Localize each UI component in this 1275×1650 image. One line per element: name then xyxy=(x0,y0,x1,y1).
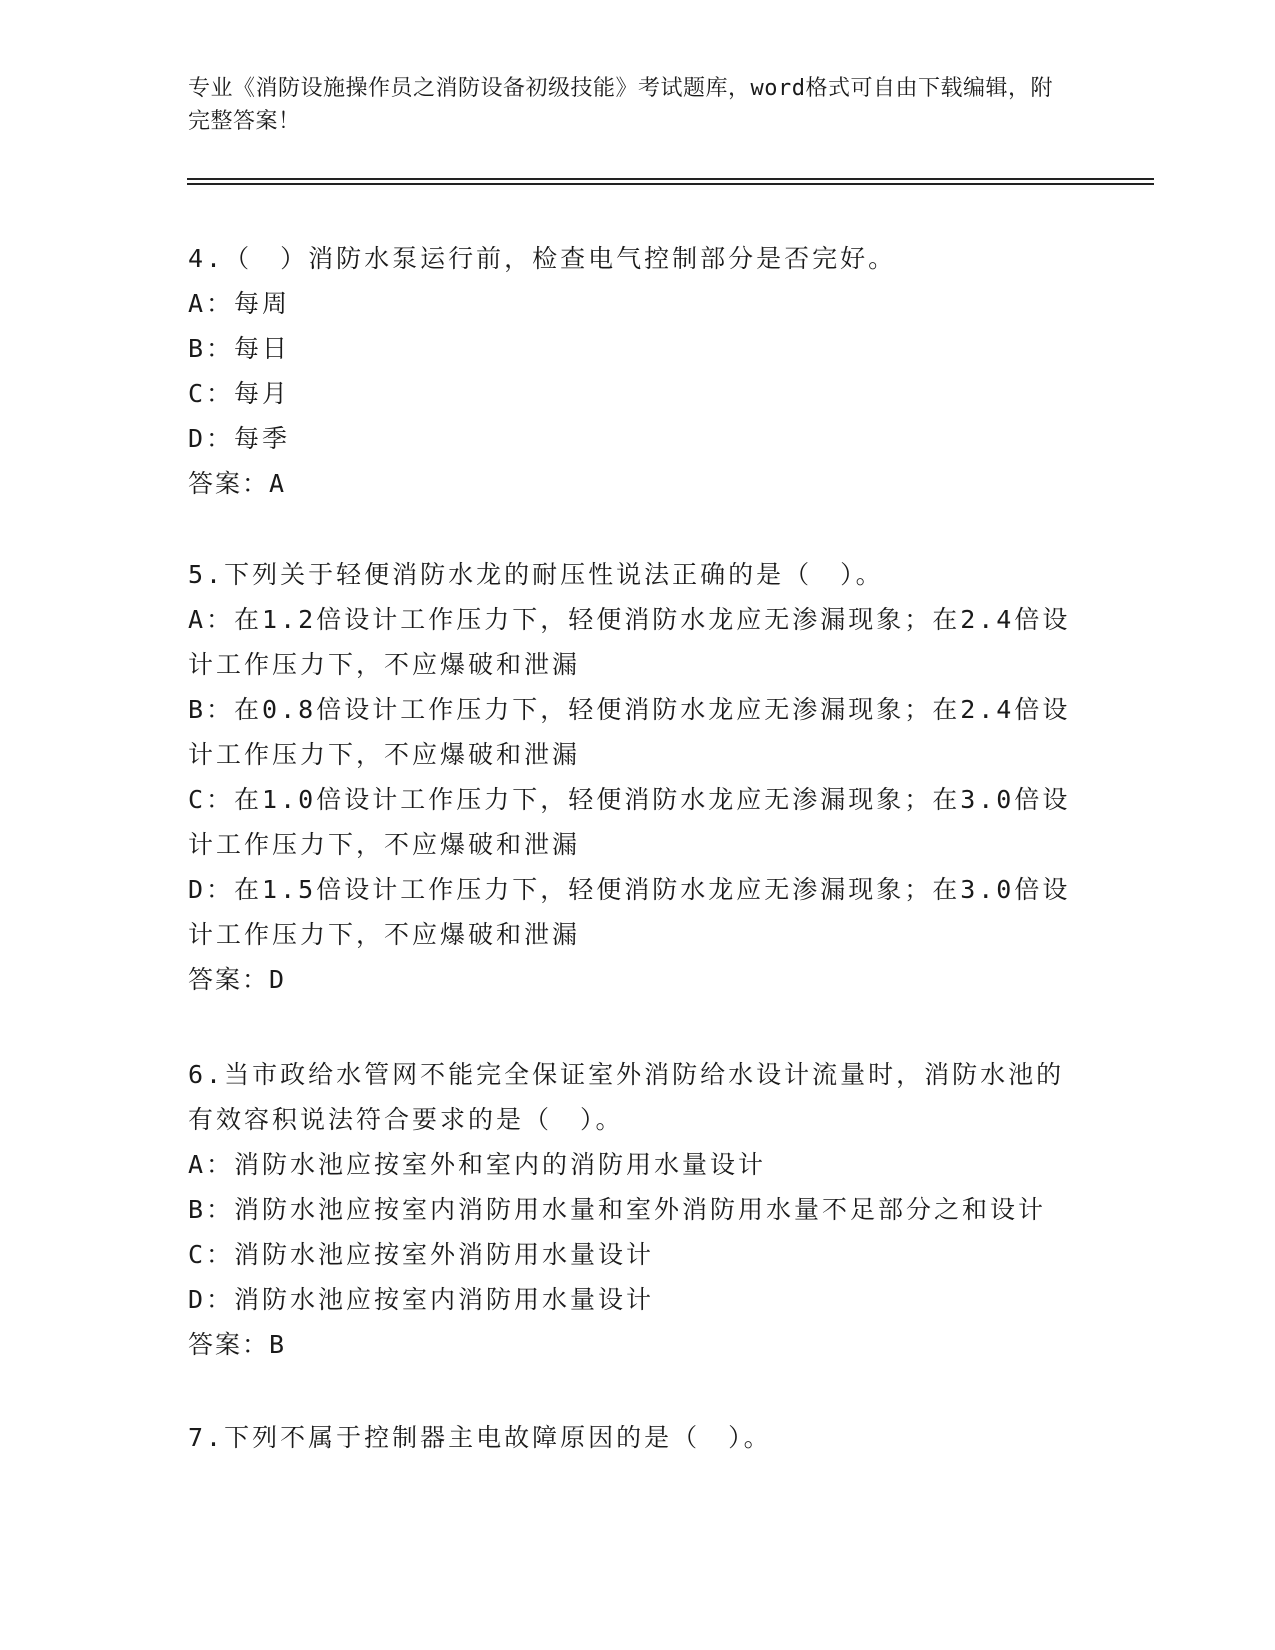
question-stem: 4.（ ）消防水泵运行前，检查电气控制部分是否完好。 xyxy=(188,244,897,273)
question-stem: 7.下列不属于控制器主电故障原因的是（ ）。 xyxy=(188,1423,772,1452)
question-stem: 5.下列关于轻便消防水龙的耐压性说法正确的是（ ）。 xyxy=(188,560,884,589)
answer-label: 答案： xyxy=(188,965,270,994)
document-header: 专业《消防设施操作员之消防设备初级技能》考试题库，word格式可自由下载编辑，附完整答案！ xyxy=(188,76,1053,134)
answer-line xyxy=(188,461,1078,506)
question-5 xyxy=(188,552,1078,1002)
answer-value: A xyxy=(269,469,286,498)
option-b: B：消防水池应按室内消防用水量和室外消防用水量不足部分之和设计 xyxy=(188,1195,1047,1224)
option-c: C：每月 xyxy=(188,379,291,408)
answer-line xyxy=(188,957,1078,1002)
header-divider-bottom xyxy=(187,183,1154,185)
option-d: D：每季 xyxy=(188,424,291,453)
option-d: D：消防水池应按室内消防用水量设计 xyxy=(188,1285,655,1314)
option-b: B：每日 xyxy=(188,334,291,363)
option-a: A：消防水池应按室外和室内的消防用水量设计 xyxy=(188,1150,767,1179)
question-stem: 6.当市政给水管网不能完全保证室外消防给水设计流量时，消防水池的有效容积说法符合要求的是（ ）。 xyxy=(188,1060,1065,1134)
question-7 xyxy=(188,1415,1078,1460)
option-c: C：消防水池应按室外消防用水量设计 xyxy=(188,1240,655,1269)
answer-value: D xyxy=(269,965,286,994)
option-a: A：每周 xyxy=(188,289,291,318)
answer-label: 答案： xyxy=(188,1330,270,1359)
header-divider-top xyxy=(187,178,1154,180)
option-d: D：在1.5倍设计工作压力下，轻便消防水龙应无渗漏现象；在3.0倍设计工作压力下，不应爆破和泄漏 xyxy=(188,875,1071,949)
option-c: C：在1.0倍设计工作压力下，轻便消防水龙应无渗漏现象；在3.0倍设计工作压力下，不应爆破和泄漏 xyxy=(188,785,1071,859)
answer-line xyxy=(188,1322,1078,1367)
answer-value: B xyxy=(269,1330,286,1359)
option-b: B：在0.8倍设计工作压力下，轻便消防水龙应无渗漏现象；在2.4倍设计工作压力下，不应爆破和泄漏 xyxy=(188,695,1071,769)
answer-label: 答案： xyxy=(188,469,270,498)
question-4 xyxy=(188,236,1078,506)
option-a: A：在1.2倍设计工作压力下，轻便消防水龙应无渗漏现象；在2.4倍设计工作压力下，不应爆破和泄漏 xyxy=(188,605,1071,679)
question-6 xyxy=(188,1052,1078,1367)
